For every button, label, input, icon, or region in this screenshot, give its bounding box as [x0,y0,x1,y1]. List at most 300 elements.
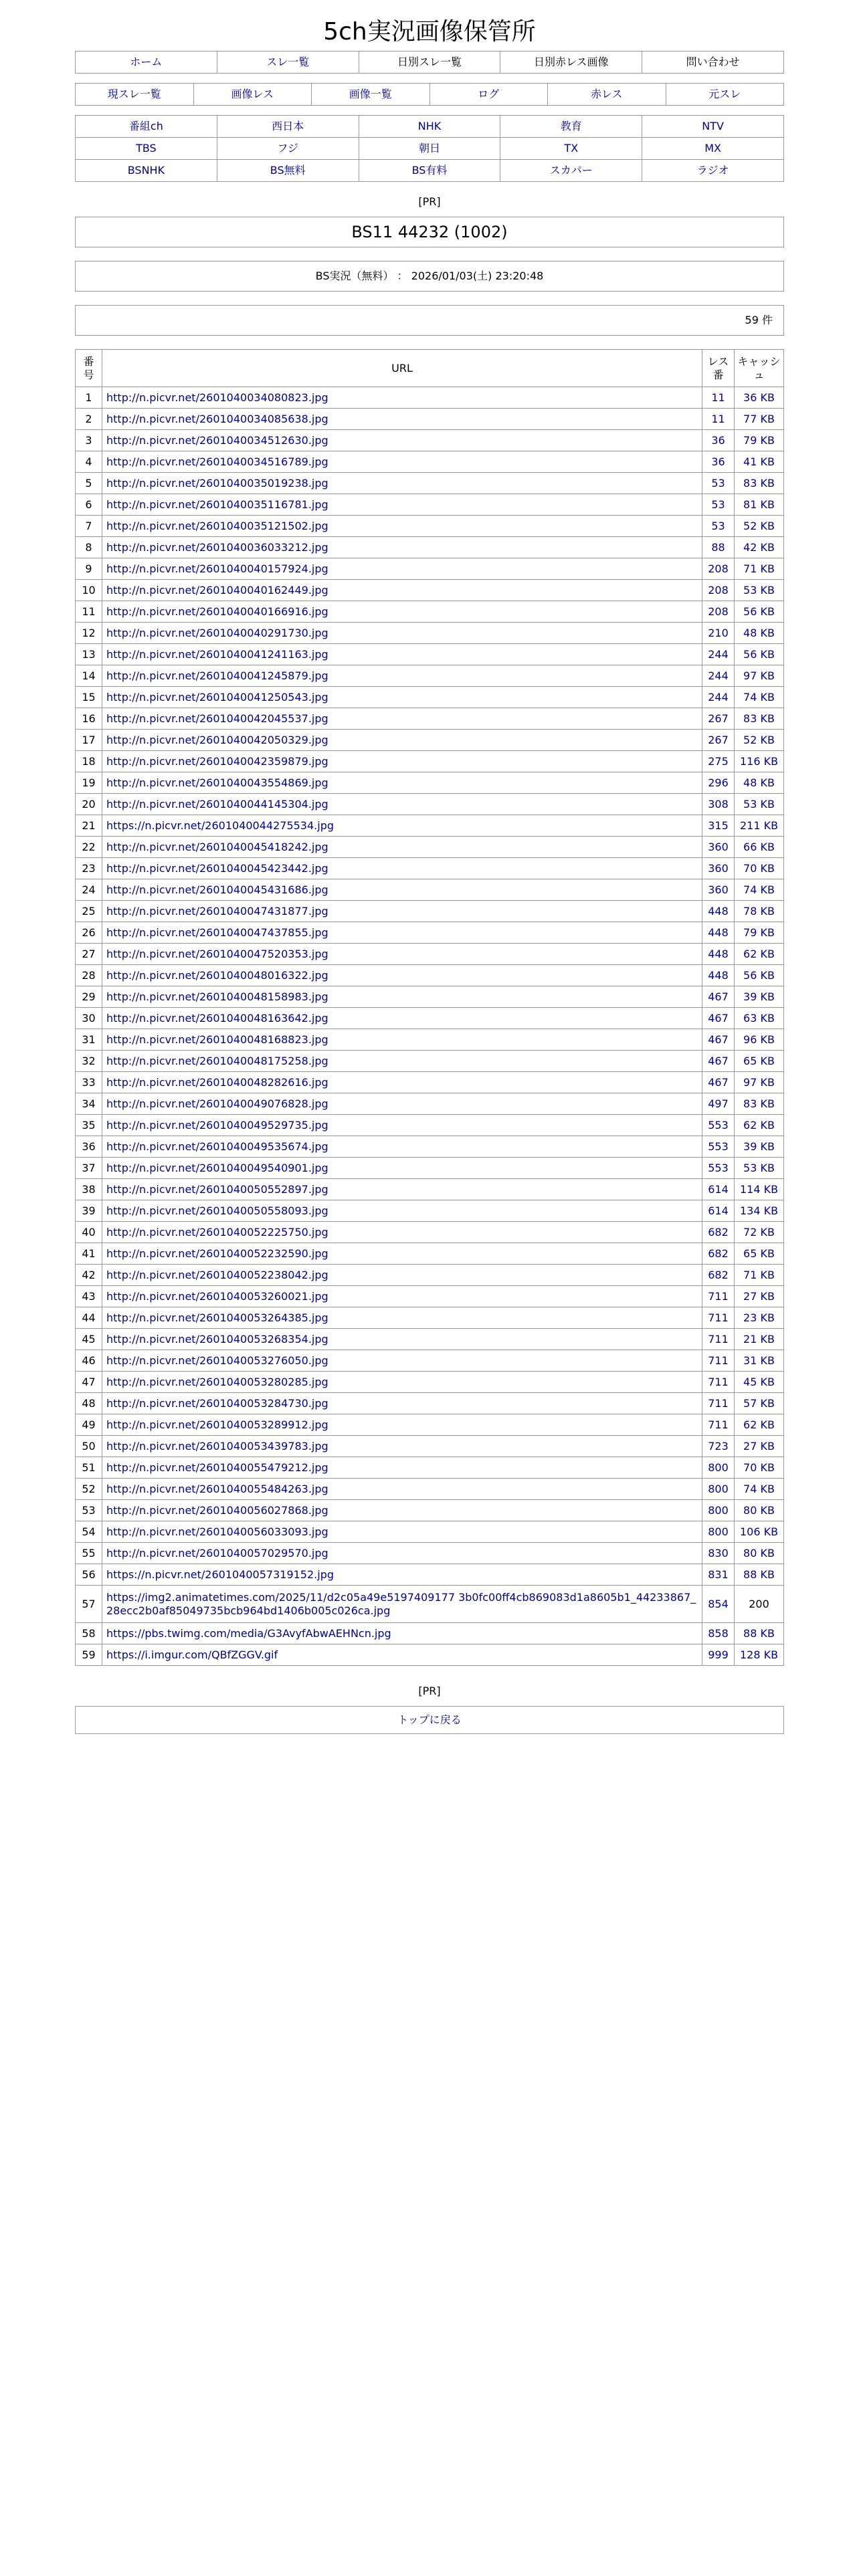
row-number: 26 [76,922,102,944]
image-url-link[interactable]: http://n.picvr.net/2601040056027868.jpg [106,1503,328,1517]
image-url-link[interactable]: http://n.picvr.net/2601040034080823.jpg [106,391,328,404]
image-url-link[interactable]: http://n.picvr.net/2601040045431686.jpg [106,883,328,896]
board-nav-item-1[interactable] [76,116,217,138]
res-number-link[interactable]: 800 [708,1503,729,1517]
cache-link[interactable]: 52 KB [743,519,775,532]
res-number-link[interactable]: 723 [708,1439,729,1453]
table-row [76,794,784,815]
image-url-link[interactable]: http://n.picvr.net/2601040042050329.jpg [106,733,328,746]
cache-link[interactable]: 106 KB [739,1525,779,1538]
thread-title: BS11 44232 (1002) [75,217,784,247]
res-number-link[interactable]: 800 [708,1482,729,1495]
cache-link[interactable]: 57 KB [743,1396,775,1410]
cache-link[interactable]: 63 KB [743,1011,775,1025]
row-url-cell [102,1008,702,1029]
board-nav-item-15[interactable] [642,160,784,182]
table-row [76,1200,784,1222]
table-row [76,1029,784,1051]
res-number-link[interactable]: 53 [711,476,725,490]
res-number-link[interactable]: 208 [708,583,729,597]
res-number-link[interactable]: 467 [708,1075,729,1089]
res-number-link[interactable]: 11 [711,391,725,404]
row-url-cell [102,879,702,901]
cache-link[interactable]: 83 KB [743,1097,775,1110]
row-url-cell [102,730,702,751]
cache-link[interactable]: 23 KB [743,1311,775,1324]
sub-nav-item-6[interactable] [666,84,785,106]
board-nav-item-5-link[interactable]: NTV [702,120,724,132]
table-row [76,1158,784,1179]
res-number-link[interactable]: 553 [708,1161,729,1174]
res-number-link[interactable]: 614 [708,1182,729,1196]
sub-nav-item-4[interactable] [430,84,549,106]
cache-link[interactable]: 53 KB [743,1161,775,1174]
row-url-cell [102,516,702,537]
cache-link[interactable]: 56 KB [743,605,775,618]
sub-nav-item-4-link[interactable]: ログ [478,88,500,100]
res-number-link[interactable]: 467 [708,1033,729,1046]
cache-link[interactable]: 65 KB [743,1054,775,1067]
row-cache-cell [735,1286,784,1307]
row-number: 6 [76,494,102,516]
board-nav-item-9[interactable] [500,138,642,160]
board-nav-item-8-link[interactable]: 朝日 [418,142,440,154]
res-number-link[interactable]: 553 [708,1118,729,1132]
board-nav-item-10-link[interactable]: MX [704,142,721,154]
cache-link[interactable]: 71 KB [743,562,775,575]
sub-nav-item-5[interactable] [548,84,666,106]
row-url-cell [102,644,702,665]
image-url-link[interactable]: http://n.picvr.net/2601040043554869.jpg [106,776,328,789]
image-url-link[interactable]: http://n.picvr.net/2601040057029570.jpg [106,1546,328,1560]
main-nav-item-2-link[interactable]: スレ一覧 [266,56,310,68]
row-cache-cell [735,1436,784,1457]
row-number: 7 [76,516,102,537]
row-number: 25 [76,901,102,922]
row-res-cell [702,751,735,772]
row-number: 11 [76,601,102,623]
image-url-link[interactable]: http://n.picvr.net/2601040052225750.jpg [106,1225,328,1239]
res-number-link[interactable]: 711 [708,1311,729,1324]
row-url-cell [102,901,702,922]
cache-link[interactable]: 88 KB [743,1568,775,1581]
cache-link[interactable]: 21 KB [743,1332,775,1346]
cache-link[interactable]: 39 KB [743,990,775,1003]
image-url-link[interactable]: http://n.picvr.net/2601040055484263.jpg [106,1482,328,1495]
cache-link[interactable]: 72 KB [743,1225,775,1239]
image-url-link[interactable]: http://n.picvr.net/2601040040166916.jpg [106,605,328,618]
image-url-link[interactable]: http://n.picvr.net/2601040053268354.jpg [106,1332,328,1346]
main-nav-item-3[interactable]: 日別スレ一覧 [359,51,501,74]
res-number-link[interactable]: 711 [708,1396,729,1410]
image-url-link[interactable]: https://img2.animatetimes.com/2025/11/d2c05a49e5197409177 3b0fc00ff4cb869083d1a8605b1_44233867_28ecc2b0af85049735bcb964bd1406b005c026ca.jpg [106,1590,696,1617]
cache-link[interactable]: 53 KB [743,797,775,811]
cache-link[interactable]: 128 KB [739,1648,779,1661]
image-url-link[interactable]: http://n.picvr.net/2601040034512630.jpg [106,433,328,447]
board-nav-item-5[interactable] [642,116,784,138]
board-nav-item-2[interactable] [217,116,359,138]
image-url-link[interactable]: https://pbs.twimg.com/media/G3AvyfAbwAEHNcn.jpg [106,1626,391,1640]
row-cache-cell [735,965,784,986]
res-number-link[interactable]: 36 [711,433,725,447]
res-number-link[interactable]: 53 [711,498,725,511]
res-number-link[interactable]: 553 [708,1140,729,1153]
res-number-link[interactable]: 448 [708,926,729,939]
item-count: 59 件 [75,305,784,336]
cache-link[interactable]: 70 KB [743,1461,775,1474]
cache-link[interactable]: 80 KB [743,1546,775,1560]
res-number-link[interactable]: 831 [708,1568,729,1581]
board-nav-item-13[interactable] [359,160,501,182]
res-number-link[interactable]: 800 [708,1525,729,1538]
image-url-link[interactable]: http://n.picvr.net/2601040052238042.jpg [106,1268,328,1281]
image-url-link[interactable]: http://n.picvr.net/2601040053284730.jpg [106,1396,328,1410]
cache-link[interactable]: 79 KB [743,433,775,447]
image-url-link[interactable]: https://n.picvr.net/2601040057319152.jpg [106,1568,335,1581]
image-url-link[interactable]: http://n.picvr.net/2601040040162449.jpg [106,583,328,597]
row-url-cell [102,858,702,879]
image-url-link[interactable]: http://n.picvr.net/2601040048158983.jpg [106,990,328,1003]
image-url-link[interactable]: http://n.picvr.net/2601040045418242.jpg [106,840,328,853]
res-number-link[interactable]: 208 [708,605,729,618]
sub-nav-item-1-link[interactable]: 現スレ一覧 [107,88,161,100]
board-nav-item-4-link[interactable]: 教育 [560,120,582,132]
board-nav-item-10[interactable] [642,138,784,160]
res-number-link[interactable]: 711 [708,1289,729,1303]
res-number-link[interactable]: 497 [708,1097,729,1110]
board-nav-item-6-link[interactable]: TBS [136,142,157,154]
table-row [76,1436,784,1457]
res-number-link[interactable]: 830 [708,1546,729,1560]
image-url-link[interactable]: http://n.picvr.net/2601040035121502.jpg [106,519,328,532]
cache-link[interactable]: 97 KB [743,1075,775,1089]
cache-link[interactable]: 81 KB [743,498,775,511]
cache-link[interactable]: 83 KB [743,712,775,725]
row-cache-cell [735,1008,784,1029]
res-number-link[interactable]: 858 [708,1626,729,1640]
cache-link[interactable]: 66 KB [743,840,775,853]
res-number-link[interactable]: 854 [708,1597,729,1610]
cache-link[interactable]: 74 KB [743,690,775,704]
cache-link[interactable]: 27 KB [743,1289,775,1303]
res-number-link[interactable]: 467 [708,990,729,1003]
board-nav-item-7-link[interactable]: フジ [277,142,298,154]
row-cache-cell [735,944,784,965]
row-url-cell [102,1286,702,1307]
board-nav-item-14-link[interactable]: スカパー [549,164,593,177]
cache-link[interactable]: 77 KB [743,412,775,425]
main-nav-item-1[interactable] [76,51,217,74]
main-nav-item-4[interactable]: 日別赤レス画像 [500,51,642,74]
sub-nav-item-6-link[interactable]: 元スレ [708,88,741,100]
row-number: 5 [76,473,102,494]
board-nav-item-11[interactable] [76,160,217,182]
row-res-cell [702,1543,735,1564]
row-cache-cell [735,1072,784,1093]
cache-link[interactable]: 74 KB [743,883,775,896]
res-number-link[interactable]: 360 [708,861,729,875]
image-url-link[interactable]: http://n.picvr.net/2601040053264385.jpg [106,1311,328,1324]
board-nav-item-11-link[interactable]: BSNHK [127,164,165,177]
row-number: 15 [76,687,102,708]
image-url-link[interactable]: http://n.picvr.net/2601040041245879.jpg [106,669,328,682]
table-row [76,730,784,751]
table-row [76,558,784,580]
cache-link[interactable]: 70 KB [743,861,775,875]
image-url-link[interactable]: http://n.picvr.net/2601040040291730.jpg [106,626,328,639]
cache-link[interactable]: 88 KB [743,1626,775,1640]
res-number-link[interactable]: 36 [711,455,725,468]
res-number-link[interactable]: 448 [708,968,729,982]
res-number-link[interactable]: 360 [708,840,729,853]
row-cache-cell [735,815,784,837]
cache-link[interactable]: 36 KB [743,391,775,404]
cache-link[interactable]: 134 KB [739,1204,779,1217]
res-number-link[interactable]: 467 [708,1054,729,1067]
cache-link[interactable]: 211 KB [739,819,779,832]
res-number-link[interactable]: 275 [708,754,729,768]
image-url-link[interactable]: http://n.picvr.net/2601040049540901.jpg [106,1161,328,1174]
image-url-link[interactable]: http://n.picvr.net/2601040050558093.jpg [106,1204,328,1217]
sub-nav-item-3-link[interactable]: 画像一覧 [349,88,392,100]
board-nav-item-12[interactable] [217,160,359,182]
cache-link[interactable]: 48 KB [743,626,775,639]
cache-link[interactable]: 31 KB [743,1354,775,1367]
res-number-link[interactable]: 448 [708,947,729,960]
image-url-link[interactable]: http://n.picvr.net/2601040048175258.jpg [106,1054,328,1067]
res-number-link[interactable]: 210 [708,626,729,639]
res-number-link[interactable]: 208 [708,562,729,575]
cache-link[interactable]: 27 KB [743,1439,775,1453]
row-number: 58 [76,1623,102,1644]
row-cache-cell [735,665,784,687]
board-nav-item-9-link[interactable]: TX [564,142,579,154]
table-row [76,837,784,858]
image-url-link[interactable]: http://n.picvr.net/2601040036033212.jpg [106,540,328,554]
image-url-link[interactable]: http://n.picvr.net/2601040052232590.jpg [106,1247,328,1260]
cache-link[interactable]: 39 KB [743,1140,775,1153]
board-nav-item-7[interactable] [217,138,359,160]
board-nav-item-14[interactable] [500,160,642,182]
sub-nav-item-5-link[interactable]: 赤レス [590,88,623,100]
res-number-link[interactable]: 614 [708,1204,729,1217]
row-number: 23 [76,858,102,879]
image-url-link[interactable]: http://n.picvr.net/2601040053260021.jpg [106,1289,328,1303]
image-url-link[interactable]: http://n.picvr.net/2601040041241163.jpg [106,647,328,661]
cache-link[interactable]: 41 KB [743,455,775,468]
sub-nav-item-3[interactable] [312,84,430,106]
row-res-cell [702,1051,735,1072]
res-number-link[interactable]: 244 [708,669,729,682]
image-url-link[interactable]: http://n.picvr.net/2601040047431877.jpg [106,904,328,918]
row-number: 53 [76,1500,102,1521]
image-url-link[interactable]: http://n.picvr.net/2601040042045537.jpg [106,712,328,725]
row-cache-cell [735,430,784,451]
sub-nav-item-1[interactable] [76,84,194,106]
main-nav-item-5[interactable]: 問い合わせ [642,51,784,74]
image-url-link[interactable]: http://n.picvr.net/2601040034085638.jpg [106,412,328,425]
image-url-link[interactable]: http://n.picvr.net/2601040034516789.jpg [106,455,328,468]
row-url-cell [102,1329,702,1350]
row-cache-cell [735,558,784,580]
res-number-link[interactable]: 308 [708,797,729,811]
image-url-link[interactable]: http://n.picvr.net/2601040041250543.jpg [106,690,328,704]
row-res-cell [702,1521,735,1543]
back-to-top-link[interactable]: トップに戻る [397,1713,462,1726]
res-number-link[interactable]: 244 [708,647,729,661]
image-url-link[interactable]: http://n.picvr.net/2601040053280285.jpg [106,1375,328,1388]
cache-link[interactable]: 71 KB [743,1268,775,1281]
cache-link[interactable]: 56 KB [743,647,775,661]
table-row [76,1393,784,1414]
res-number-link[interactable]: 360 [708,883,729,896]
row-cache-cell [735,1479,784,1500]
image-url-link[interactable]: http://n.picvr.net/2601040053276050.jpg [106,1354,328,1367]
res-number-link[interactable]: 682 [708,1268,729,1281]
row-res-cell [702,730,735,751]
cache-link[interactable]: 62 KB [743,1418,775,1431]
row-url-cell [102,1072,702,1093]
cache-link[interactable]: 45 KB [743,1375,775,1388]
image-url-link[interactable]: http://n.picvr.net/2601040048168823.jpg [106,1033,328,1046]
row-res-cell [702,708,735,730]
row-cache-cell [735,901,784,922]
res-number-link[interactable]: 315 [708,819,729,832]
image-url-link[interactable]: http://n.picvr.net/2601040049076828.jpg [106,1097,328,1110]
image-url-link[interactable]: http://n.picvr.net/2601040047520353.jpg [106,947,328,960]
res-number-link[interactable]: 467 [708,1011,729,1025]
image-url-link[interactable]: http://n.picvr.net/2601040055479212.jpg [106,1461,328,1474]
cache-link[interactable]: 116 KB [739,754,779,768]
row-cache-cell [735,601,784,623]
res-number-link[interactable]: 711 [708,1418,729,1431]
res-number-link[interactable]: 244 [708,690,729,704]
table-row [76,1179,784,1200]
res-number-link[interactable]: 711 [708,1332,729,1346]
image-url-link[interactable]: http://n.picvr.net/2601040040157924.jpg [106,562,328,575]
main-nav-item-1-link[interactable]: ホーム [130,56,163,68]
cache-link[interactable]: 62 KB [743,947,775,960]
res-number-link[interactable]: 800 [708,1461,729,1474]
cache-link[interactable]: 83 KB [743,476,775,490]
board-nav-item-13-link[interactable]: BS有料 [411,164,448,177]
image-url-link[interactable]: http://n.picvr.net/2601040035019238.jpg [106,476,328,490]
row-url-cell [102,1029,702,1051]
row-url-cell [102,473,702,494]
board-nav-item-12-link[interactable]: BS無料 [270,164,306,177]
res-number-link[interactable]: 267 [708,712,729,725]
table-row [76,1051,784,1072]
row-res-cell [702,965,735,986]
image-url-link[interactable]: http://n.picvr.net/2601040049535674.jpg [106,1140,328,1153]
res-number-link[interactable]: 267 [708,733,729,746]
image-url-link[interactable]: http://n.picvr.net/2601040035116781.jpg [106,498,328,511]
row-url-cell [102,986,702,1008]
cache-link[interactable]: 48 KB [743,776,775,789]
row-res-cell [702,901,735,922]
row-number: 27 [76,944,102,965]
row-number: 49 [76,1414,102,1436]
cache-link[interactable]: 114 KB [739,1182,779,1196]
cache-link[interactable]: 65 KB [743,1247,775,1260]
board-nav-item-6[interactable] [76,138,217,160]
header-res: レス番 [702,350,735,387]
cache-link[interactable]: 62 KB [743,1118,775,1132]
image-url-link[interactable]: http://n.picvr.net/2601040045423442.jpg [106,861,328,875]
table-row [76,1564,784,1586]
res-number-link[interactable]: 296 [708,776,729,789]
board-nav-item-15-link[interactable]: ラジオ [696,164,729,177]
cache-link[interactable]: 97 KB [743,669,775,682]
row-url-cell [102,1521,702,1543]
image-url-link[interactable]: http://n.picvr.net/2601040048163642.jpg [106,1011,328,1025]
res-number-link[interactable]: 53 [711,519,725,532]
main-nav-item-2[interactable] [217,51,359,74]
board-nav-item-3[interactable] [359,116,501,138]
row-number: 21 [76,815,102,837]
board-nav-item-2-link[interactable]: 西日本 [272,120,304,132]
image-url-link[interactable]: http://n.picvr.net/2601040056033093.jpg [106,1525,328,1538]
row-res-cell [702,1564,735,1586]
row-cache-cell [735,1623,784,1644]
row-url-cell [102,751,702,772]
table-row [76,1307,784,1329]
board-nav-item-3-link[interactable]: NHK [417,120,442,132]
board-nav-item-8[interactable] [359,138,501,160]
image-url-link[interactable]: http://n.picvr.net/2601040042359879.jpg [106,754,328,768]
cache-link[interactable]: 56 KB [743,968,775,982]
image-url-link[interactable]: http://n.picvr.net/2601040053439783.jpg [106,1439,328,1453]
res-number-link[interactable]: 11 [711,412,725,425]
res-number-link[interactable]: 448 [708,904,729,918]
row-url-cell [102,815,702,837]
res-number-link[interactable]: 682 [708,1225,729,1239]
res-number-link[interactable]: 88 [711,540,725,554]
image-url-link[interactable]: https://i.imgur.com/QBfZGGV.gif [106,1648,278,1661]
cache-link[interactable]: 78 KB [743,904,775,918]
res-number-link[interactable]: 711 [708,1354,729,1367]
row-res-cell [702,1265,735,1286]
cache-link[interactable]: 42 KB [743,540,775,554]
board-nav-item-4[interactable] [500,116,642,138]
image-url-link[interactable]: http://n.picvr.net/2601040049529735.jpg [106,1118,328,1132]
cache-link[interactable]: 96 KB [743,1033,775,1046]
image-url-link[interactable]: http://n.picvr.net/2601040053289912.jpg [106,1418,328,1431]
cache-link[interactable]: 52 KB [743,733,775,746]
res-number-link[interactable]: 711 [708,1375,729,1388]
cache-link[interactable]: 74 KB [743,1482,775,1495]
sub-nav-item-2-link[interactable]: 画像レス [231,88,274,100]
res-number-link[interactable]: 999 [708,1648,729,1661]
cache-link[interactable]: 53 KB [743,583,775,597]
row-url-cell [102,1350,702,1372]
row-res-cell [702,1179,735,1200]
image-url-link[interactable]: http://n.picvr.net/2601040048016322.jpg [106,968,328,982]
image-url-link[interactable]: http://n.picvr.net/2601040048282616.jpg [106,1075,328,1089]
sub-nav-item-2[interactable] [194,84,312,106]
row-cache-cell [735,494,784,516]
row-url-cell [102,494,702,516]
image-url-link[interactable]: http://n.picvr.net/2601040050552897.jpg [106,1182,328,1196]
image-url-link[interactable]: https://n.picvr.net/2601040044275534.jpg [106,819,335,832]
cache-link[interactable]: 79 KB [743,926,775,939]
board-nav-item-1-link[interactable]: 番組ch [128,120,163,132]
res-number-link[interactable]: 682 [708,1247,729,1260]
cache-link[interactable]: 80 KB [743,1503,775,1517]
image-url-link[interactable]: http://n.picvr.net/2601040047437855.jpg [106,926,328,939]
image-url-link[interactable]: http://n.picvr.net/2601040044145304.jpg [106,797,328,811]
row-url-cell [102,1543,702,1564]
